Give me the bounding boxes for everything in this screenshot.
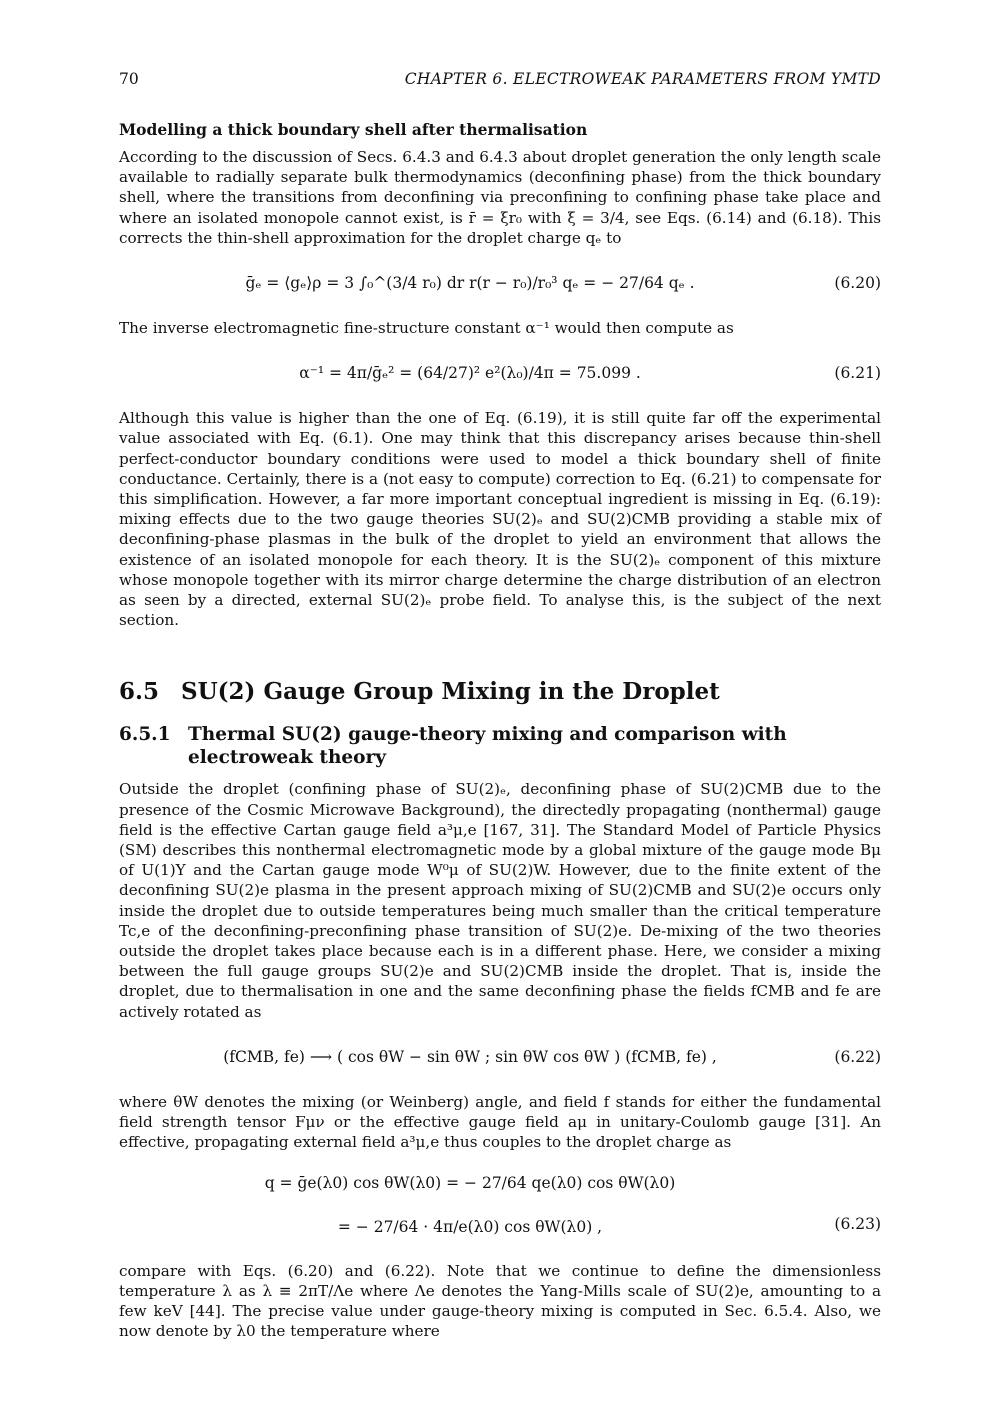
equation-line: q = ḡe(λ0) cos θW(λ0) = − 27/64 qe(λ0) cos θW(λ0) — [264, 1173, 676, 1192]
page-content — [119, 70, 881, 1341]
equation-body: α⁻¹ = 4π/ḡₑ² = (64/27)² e²(λ₀)/4π = 75.099 . — [299, 364, 641, 383]
paragraph: According to the discussion of Secs. 6.4.3 and 6.4.3 about droplet generation the only length scale available to radially separate bulk thermodynamics (deconfining phase) from the thick boundary shell, where the transitions from deconfining via preconfining to confining phase take place and where an isolated monopole cannot exist, is r̄ = ξr₀ with ξ = 3/4, see Eqs. (6.14) and (6.18). This corrects the thin-shell approximation for the droplet charge qₑ to — [119, 148, 881, 247]
equation-number: (6.23) — [834, 1214, 881, 1233]
page-number: 70 — [119, 70, 139, 88]
equation-6-23 — [119, 1163, 881, 1251]
section-heading — [119, 678, 881, 705]
paragraph: where θW denotes the mixing (or Weinberg) angle, and field f stands for either the fundamental field strength tensor Fμν or the effective gauge field aμ in unitary-Coulomb gauge [31]. An effective, propagating external field a³μ,e thus couples to the droplet charge as — [119, 1092, 881, 1152]
running-title: CHAPTER 6. ELECTROWEAK PARAMETERS FROM YMTD — [404, 70, 881, 88]
paragraph-heading: Modelling a thick boundary shell after thermalisation — [119, 120, 588, 139]
subsection-title: Thermal SU(2) gauge-theory mixing and comparison with electroweak theory — [188, 724, 787, 769]
subsection-heading — [119, 723, 881, 769]
equation-body: ḡₑ = ⟨gₑ⟩ρ = 3 ∫₀^(3/4 r₀) dr r(r − r₀)/r₀³ qₑ = − 27/64 qₑ . — [245, 274, 695, 293]
paragraph: The inverse electromagnetic fine-structure constant α⁻¹ would then compute as — [119, 319, 734, 338]
paragraph: Although this value is higher than the one of Eq. (6.19), it is still quite far off the experimental value associated with Eq. (6.1). One may think that this discrepancy arises because thin-shell perfect-conductor boundary conditions were used to model a thick boundary shell of finite conductance. Certainly, there is a (not easy to compute) correction to Eq. (6.21) to compensate for this simplification. However, a far more important conceptual ingredient is missing in Eq. (6.19): mixing effects due to the two gauge theories SU(2)ₑ and SU(2)CMB providing a stable mix of deconfining-phase plasmas in the bulk of the droplet to yield an environment that allows the existence of an isolated monopole for each theory. It is the SU(2)ₑ component of this mixture whose monopole together with its mirror charge determine the charge distribution of an electron as seen by a directed, external SU(2)ₑ probe field. To analyse this, is the subject of the next section. — [119, 409, 881, 630]
subsection-number: 6.5.1 — [119, 724, 171, 746]
page-header — [119, 70, 881, 96]
equation-6-21 — [119, 348, 881, 398]
equation-6-22 — [119, 1032, 881, 1082]
equation-number: (6.20) — [834, 274, 881, 293]
paragraph: compare with Eqs. (6.20) and (6.22). Note that we continue to define the dimensionless temperature λ as λ ≡ 2πT/Λe where Λe denotes the Yang-Mills scale of SU(2)e, amounting to a few keV [44]. The precise value under gauge-theory mixing is computed in Sec. 6.5.4. Also, we now denote by λ0 the temperature where — [119, 1261, 881, 1341]
equation-number: (6.22) — [834, 1047, 881, 1066]
equation-6-20 — [119, 258, 881, 308]
section-number: 6.5 — [119, 678, 160, 706]
equation-number: (6.21) — [834, 364, 881, 383]
section-title: SU(2) Gauge Group Mixing in the Droplet — [181, 678, 720, 706]
equation-line: = − 27/64 · 4π/e(λ0) cos θW(λ0) , — [337, 1217, 603, 1236]
paragraph: Outside the droplet (confining phase of SU(2)ₑ, deconfining phase of SU(2)CMB due to the presence of the Cosmic Microwave Background), the directedly propagating (nonthermal) gauge field is the effective Cartan gauge field a³μ,e [167, 31]. The Standard Model of Particle Physics (SM) describes this nonthermal electromagnetic mode by a global mixture of the gauge mode Bμ of U(1)Y and the Cartan gauge mode W⁰μ of SU(2)W. However, due to the finite extent of the deconfining SU(2)e plasma in the present approach mixing of SU(2)CMB and SU(2)e occurs only inside the droplet due to outside temperatures being much smaller than the critical temperature Tc,e of the deconfining-preconfining phase transition of SU(2)e. De-mixing of the two theories outside the droplet takes place because each is in a different phase. Here, we consider a mixing between the full gauge groups SU(2)e and SU(2)CMB inside the droplet. That is, inside the droplet, due to thermalisation in one and the same deconfining phase the fields fCMB and fe are actively rotated as — [119, 780, 881, 1021]
equation-body: (fCMB, fe) ⟶ ( cos θW − sin θW ; sin θW cos θW ) (fCMB, fe) , — [223, 1047, 717, 1066]
